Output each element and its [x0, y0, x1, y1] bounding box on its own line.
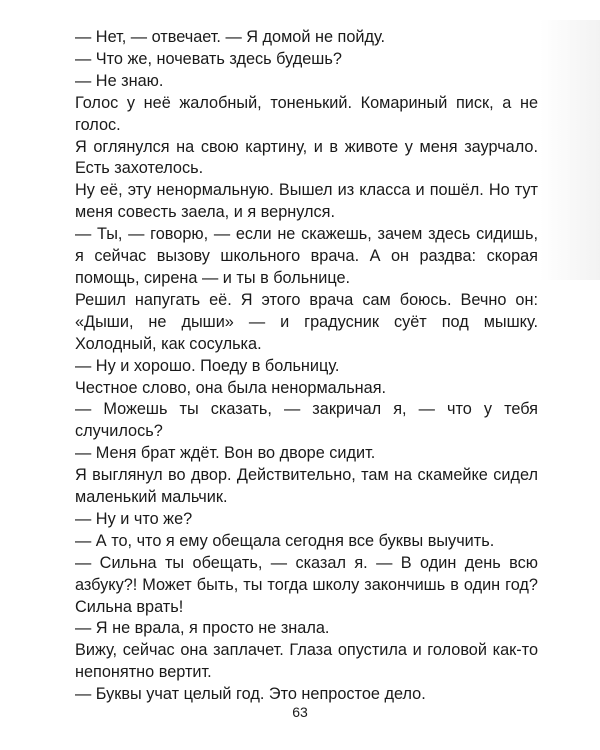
paragraph: — Ты, — говорю, — если не скажешь, зачем здесь сидишь, я сейчас вызову школьного врача. А он раздва: скорая помощь, сирена — и ты в больнице. [75, 225, 538, 287]
paragraph: Решил напугать её. Я этого врача сам боюсь. Вечно он: «Дыши, не дыши» — и градусник суёт под мышку. Холодный, как сосулька. [75, 290, 538, 353]
paragraph: — Ну и хорошо. Поеду в больницу. [75, 356, 340, 375]
paragraph: — Буквы учат целый год. Это непростое дело. [75, 685, 426, 704]
paragraph: Честное слово, она была ненормальная. [75, 378, 387, 397]
paragraph: Ну её, эту ненормальную. Вышел из класса и пошёл. Но тут меня совесть заела, и я вернулся. [75, 181, 538, 222]
scan-shadow [540, 20, 600, 280]
story-text [75, 27, 538, 706]
paragraph: Вижу, сейчас она заплачет. Глаза опустила и головой как-то непонятно вертит. [75, 641, 538, 682]
paragraph: — Не знаю. [75, 71, 164, 90]
paragraph: — А то, что я ему обещала сегодня все буквы выучить. [75, 531, 495, 550]
paragraph: Голос у неё жалобный, тоненький. Комариный писк, а не голос. [75, 93, 538, 134]
paragraph: Я выглянул во двор. Действительно, там на скамейке сидел маленький мальчик. [75, 466, 538, 507]
paragraph: — Я не врала, я просто не знала. [75, 619, 330, 638]
paragraph: — Можешь ты сказать, — закричал я, — что у тебя случилось? [75, 400, 538, 441]
page-number: 63 [292, 704, 308, 720]
paragraph: — Нет, — отвечает. — Я домой не пойду. [75, 28, 386, 46]
paragraph: — Сильна ты обещать, — сказал я. — В один день всю азбуку?! Может быть, ты тогда школу закончишь в один год? Сильна врать! [75, 553, 538, 616]
paragraph: — Что же, ночевать здесь будешь? [75, 49, 342, 68]
paragraph: — Ну и что же? [75, 509, 193, 528]
paragraph: — Меня брат ждёт. Вон во дворе сидит. [75, 444, 376, 463]
paragraph: Я оглянулся на свою картину, и в животе у меня заурчало. Есть захотелось. [75, 137, 538, 178]
